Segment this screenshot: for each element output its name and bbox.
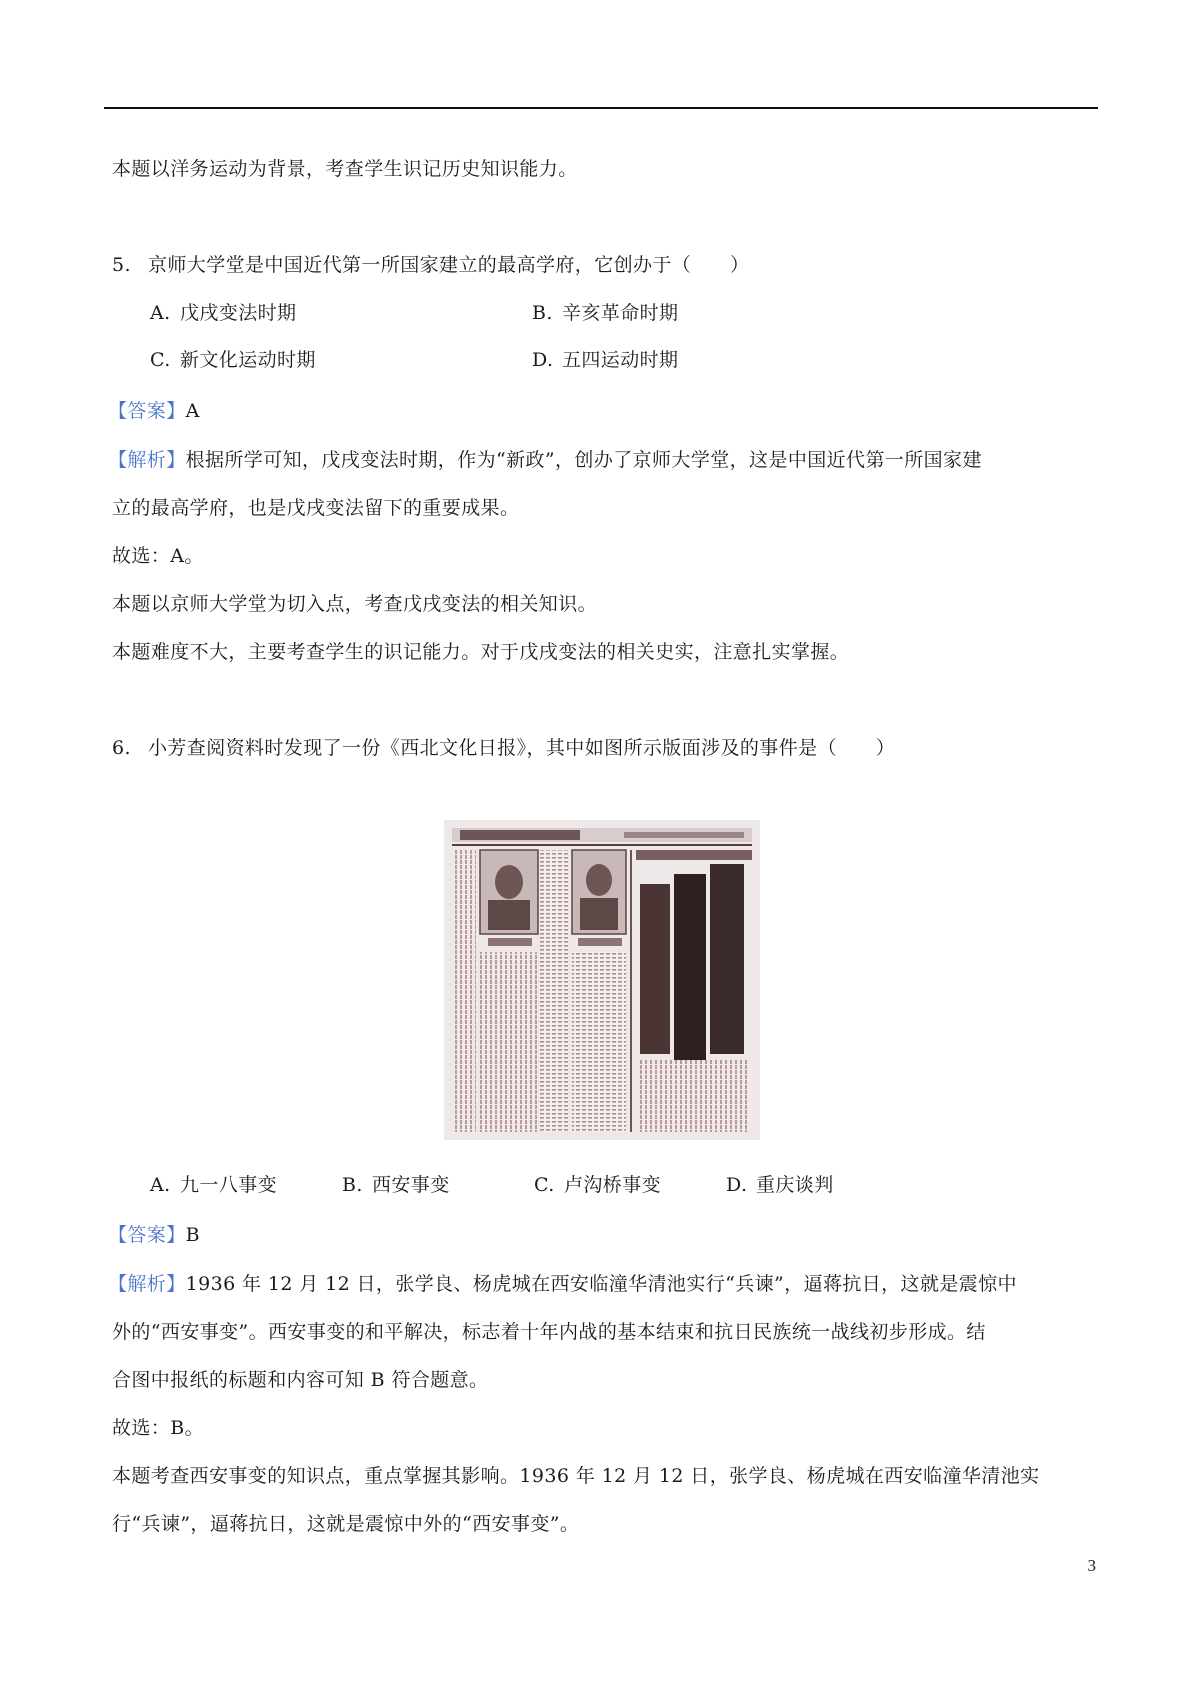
answer-tag: 【答案】 (108, 400, 186, 422)
q6-note-line-1: 本题考查西安事变的知识点，重点掌握其影响。1936 年 12 月 12 日，张学良、杨虎城在西安临潼华清池实 (112, 1465, 1040, 1487)
page-number: 3 (1087, 1556, 1096, 1575)
analysis-tag: 【解析】 (108, 449, 186, 471)
option-text: 九一八事变 (180, 1174, 278, 1196)
option-text: 戊戌变法时期 (180, 302, 297, 324)
q6-answer (108, 1222, 200, 1248)
q6-option-a (150, 1172, 277, 1198)
q5-note-1: 本题以京师大学堂为切入点，考查戊戌变法的相关知识。 (112, 593, 598, 615)
option-letter: C. (150, 349, 171, 371)
q6-analysis-line-1 (108, 1271, 1017, 1297)
analysis-tag: 【解析】 (108, 1273, 186, 1295)
option-text: 新文化运动时期 (180, 349, 316, 371)
analysis-text: 1936 年 12 月 12 日，张学良、杨虎城在西安临潼华清池实行“兵谏”，逼蒋抗日，这就是震惊中 (185, 1273, 1017, 1295)
question-number: 5. (112, 254, 131, 276)
q6-note-line-2: 行“兵谏”，逼蒋抗日，这就是震惊中外的“西安事变”。 (112, 1513, 580, 1535)
q6-option-d (726, 1172, 834, 1198)
q5-analysis-line-2: 立的最高学府，也是戊戌变法留下的重要成果。 (112, 497, 520, 519)
q5-option-b (532, 300, 678, 326)
q5-option-d (532, 347, 678, 373)
q5-note-2: 本题难度不大，主要考查学生的识记能力。对于戊戌变法的相关史实，注意扎实掌握。 (112, 641, 850, 663)
answer-value: A (185, 400, 200, 422)
q5-choice: 故选：A。 (112, 545, 204, 567)
intro-text: 本题以洋务运动为背景，考查学生识记历史知识能力。 (112, 158, 578, 180)
analysis-text: 根据所学可知，戊戌变法时期，作为“新政”，创办了京师大学堂，这是中国近代第一所国家建 (185, 449, 982, 471)
option-text: 西安事变 (372, 1174, 450, 1196)
question-stem: 京师大学堂是中国近代第一所国家建立的最高学府，它创办于（ ） (148, 254, 750, 276)
option-letter: B. (532, 302, 553, 324)
q6-analysis-line-2: 外的“西安事变”。西安事变的和平解决，标志着十年内战的基本结束和抗日民族统一战线初步形成。结 (112, 1321, 986, 1343)
option-letter: C. (534, 1174, 555, 1196)
question-number: 6. (112, 737, 131, 759)
q6-option-c (534, 1172, 661, 1198)
q5-analysis-line-1 (108, 447, 982, 473)
q5-option-a (150, 300, 296, 326)
newspaper-image (444, 820, 760, 1140)
answer-tag: 【答案】 (108, 1224, 186, 1246)
option-letter: D. (726, 1174, 748, 1196)
question-stem: 小芳查阅资料时发现了一份《西北文化日报》，其中如图所示版面涉及的事件是（ ） (148, 737, 896, 759)
header-rule (104, 107, 1098, 109)
option-letter: B. (342, 1174, 363, 1196)
option-text: 卢沟桥事变 (564, 1174, 662, 1196)
q5-answer (108, 398, 200, 424)
q5-option-c (150, 347, 316, 373)
q6-choice: 故选：B。 (112, 1417, 204, 1439)
q6-option-b (342, 1172, 450, 1198)
answer-value: B (185, 1224, 200, 1246)
option-text: 五四运动时期 (562, 349, 679, 371)
q6-analysis-line-3: 合图中报纸的标题和内容可知 B 符合题意。 (112, 1369, 489, 1391)
option-text: 重庆谈判 (756, 1174, 834, 1196)
question-5 (112, 252, 749, 278)
option-letter: A. (150, 302, 171, 324)
option-letter: D. (532, 349, 554, 371)
question-6 (112, 735, 895, 761)
option-text: 辛亥革命时期 (562, 302, 679, 324)
option-letter: A. (150, 1174, 171, 1196)
